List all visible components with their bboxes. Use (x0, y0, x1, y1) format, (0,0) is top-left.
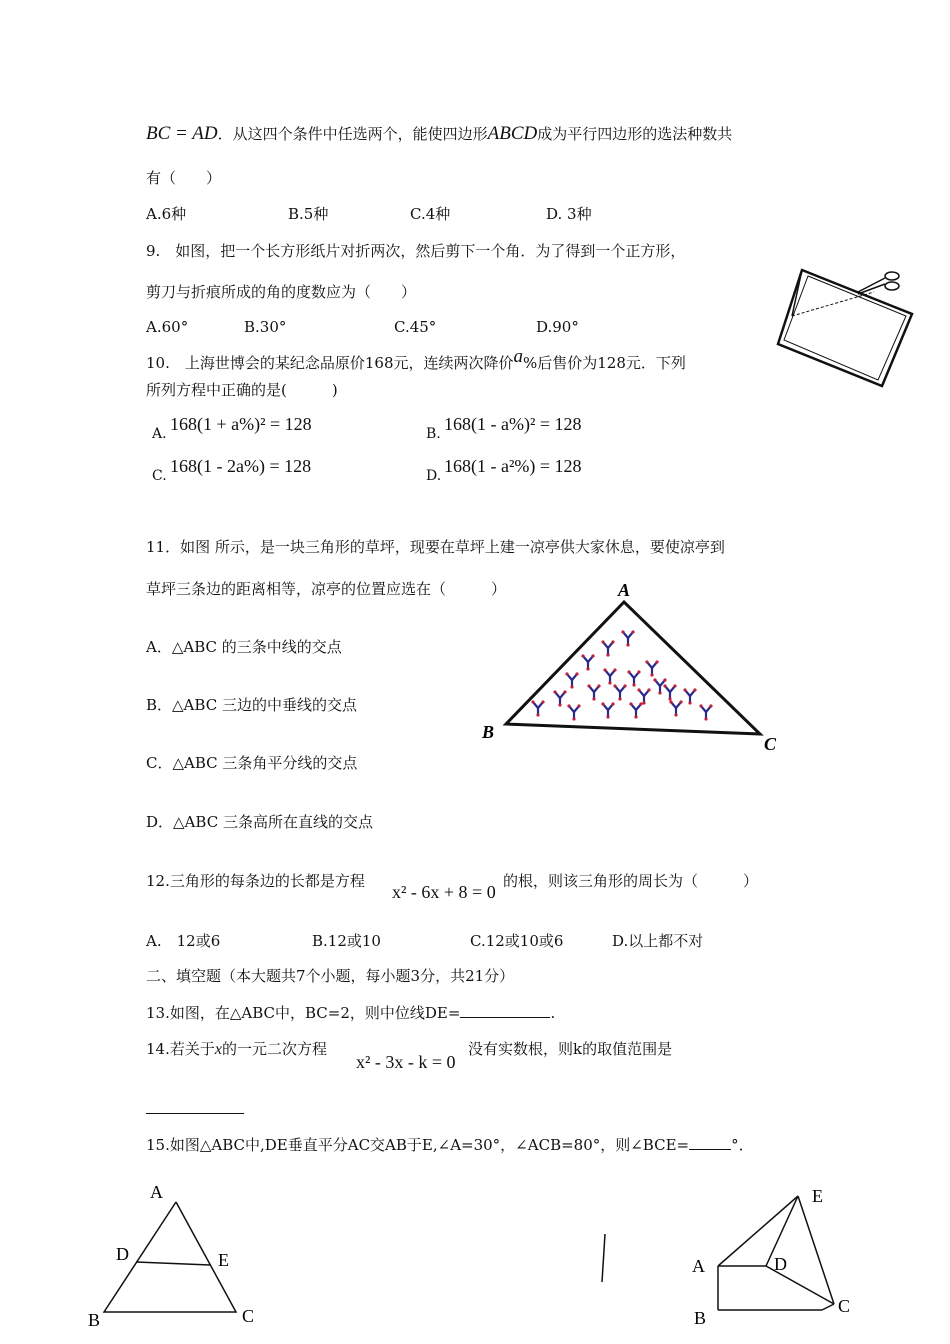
q9-option-d: D.90° (536, 318, 579, 336)
q11-line2: 草坪三条边的距离相等，凉亭的位置应选在（ ） (146, 580, 507, 598)
fig13-label-b: B (88, 1310, 101, 1330)
grass-tuft (663, 684, 676, 700)
q11-label-c: C (764, 734, 777, 754)
q12-text2: 的根，则该三角形的周长为（ ） (503, 872, 759, 890)
q8-quad: ABCD (487, 123, 538, 144)
q11-line1: 11．如图 所示，是一块三角形的草坪，现要在草坪上建一凉亭供大家休息，要使凉亭到 (146, 538, 725, 556)
q14-text1: 14.若关于x的一元二次方程 (146, 1040, 327, 1058)
q9-line2: 剪刀与折痕所成的角的度数应为（ ） (146, 283, 417, 301)
q10-var: a (513, 346, 523, 367)
q11-lawn-triangle-figure (476, 580, 786, 755)
fig15-label-b: B (694, 1308, 707, 1328)
q12-option-d: D.以上都不对 (612, 932, 704, 950)
fig13-label-a: A (150, 1182, 163, 1202)
q13-midline-figure (84, 1180, 274, 1340)
q14-equation: x² - 3x - k = 0 (356, 1052, 456, 1072)
q11-label-b: B (482, 722, 495, 742)
fig13-label-c: C (242, 1306, 255, 1326)
q8-option-b: B.5种 (288, 205, 329, 223)
scissors-icon (858, 272, 899, 294)
q12-text1: 12.三角形的每条边的长都是方程 (146, 872, 365, 890)
fig13-label-e: E (218, 1250, 229, 1270)
q15-line: 15.如图△ABC中,DE垂直平分AC交AB于E,∠A=30°，∠ACB=80°，则∠BCE= °． (146, 1136, 754, 1154)
grass-tuft (629, 702, 642, 718)
grass-tuft (627, 670, 640, 686)
q9-folded-paper-figure (770, 262, 920, 392)
q13-line: 13.如图，在△ABC中，BC=2，则中位线DE= . (146, 1004, 556, 1022)
q9-line1: 9. 如图，把一个长方形纸片对折两次，然后剪下一个角．为了得到一个正方形， (146, 242, 686, 260)
q9-option-b: B.30° (244, 318, 287, 336)
q9-option-c: C.45° (394, 318, 437, 336)
q12-option-a: A. 12或6 (146, 932, 221, 950)
stray-line-mark (596, 1232, 608, 1286)
grass-tuft (587, 684, 600, 700)
q15-answer-blank[interactable] (689, 1149, 731, 1150)
fig15-label-a: A (692, 1256, 705, 1276)
grass-tuft (565, 672, 578, 688)
q10-option-d-letter: D. (426, 468, 442, 484)
grass-tuft (621, 630, 634, 646)
q10-option-c-expr: 168(1 - 2a%) = 128 (170, 456, 312, 476)
q10-line1: 10. 上海世博会的某纪念品原价168元，连续两次降价a%后售价为128元．下列 (146, 346, 686, 372)
q8-line1 (146, 123, 732, 146)
q11-option-c: C．△ABC 三条角平分线的交点 (146, 754, 358, 772)
grass-tuft (613, 684, 626, 700)
q12-option-c: C.12或10或6 (470, 932, 564, 950)
grass-tuft (553, 690, 566, 706)
fig15-label-c: C (838, 1296, 851, 1316)
fig13-label-d: D (116, 1244, 129, 1264)
q11-option-b: B．△ABC 三边的中垂线的交点 (146, 696, 357, 714)
section-title-fill-in: 二、填空题（本大题共7个小题，每小题3分，共21分） (146, 967, 515, 985)
q10-option-c-letter: C. (152, 468, 167, 484)
q9-option-a: A.60° (146, 318, 189, 336)
q10-option-a-letter: A. (152, 426, 167, 442)
q10-option-b-expr: 168(1 - a%)² = 128 (444, 414, 582, 434)
fig15-label-e: E (812, 1186, 823, 1206)
grass-tuft (567, 704, 580, 720)
grass-tuft (699, 704, 712, 720)
q10-option-d-expr: 168(1 - a²%) = 128 (444, 456, 582, 476)
grass-tuft (603, 668, 616, 684)
q14-var: x (214, 1041, 222, 1058)
q8-option-c: C.4种 (410, 205, 451, 223)
q12-equation: x² - 6x + 8 = 0 (392, 882, 496, 902)
grass-tuft (601, 702, 614, 718)
grass-tuft (637, 688, 650, 704)
q14-text3: 没有实数根，则k的取值范围是 (468, 1040, 673, 1058)
q15-figure (686, 1180, 866, 1340)
q10-option-a-expr: 168(1 + a%)² = 128 (170, 414, 312, 434)
q8-text2: 成为平行四边形的选法种数共 (537, 125, 733, 143)
grass-tuft (601, 640, 614, 656)
grass-pattern (531, 630, 712, 720)
q11-option-d: D．△ABC 三条高所在直线的交点 (146, 813, 373, 831)
q13-answer-blank[interactable] (460, 1017, 550, 1018)
q8-option-a: A.6种 (146, 205, 187, 223)
grass-tuft (645, 660, 658, 676)
q11-option-a: A．△ABC 的三条中线的交点 (146, 638, 342, 656)
fig15-label-d: D (774, 1254, 787, 1274)
grass-tuft (683, 688, 696, 704)
grass-tuft (531, 700, 544, 716)
q11-label-a: A (618, 580, 631, 600)
q8-option-d: D. 3种 (546, 205, 592, 223)
grass-tuft (669, 700, 682, 716)
q8-condition: BC = AD (146, 123, 218, 144)
q8-line2: 有（ ） (146, 169, 222, 187)
q12-option-b: B.12或10 (312, 932, 381, 950)
q10-option-b-letter: B. (426, 426, 441, 442)
q14-answer-blank[interactable] (146, 1113, 244, 1114)
q10-line2: 所列方程中正确的是( ) (146, 381, 338, 399)
q8-text1: ．从这四个条件中任选两个，能使四边形 (217, 125, 488, 143)
grass-tuft (581, 654, 594, 670)
